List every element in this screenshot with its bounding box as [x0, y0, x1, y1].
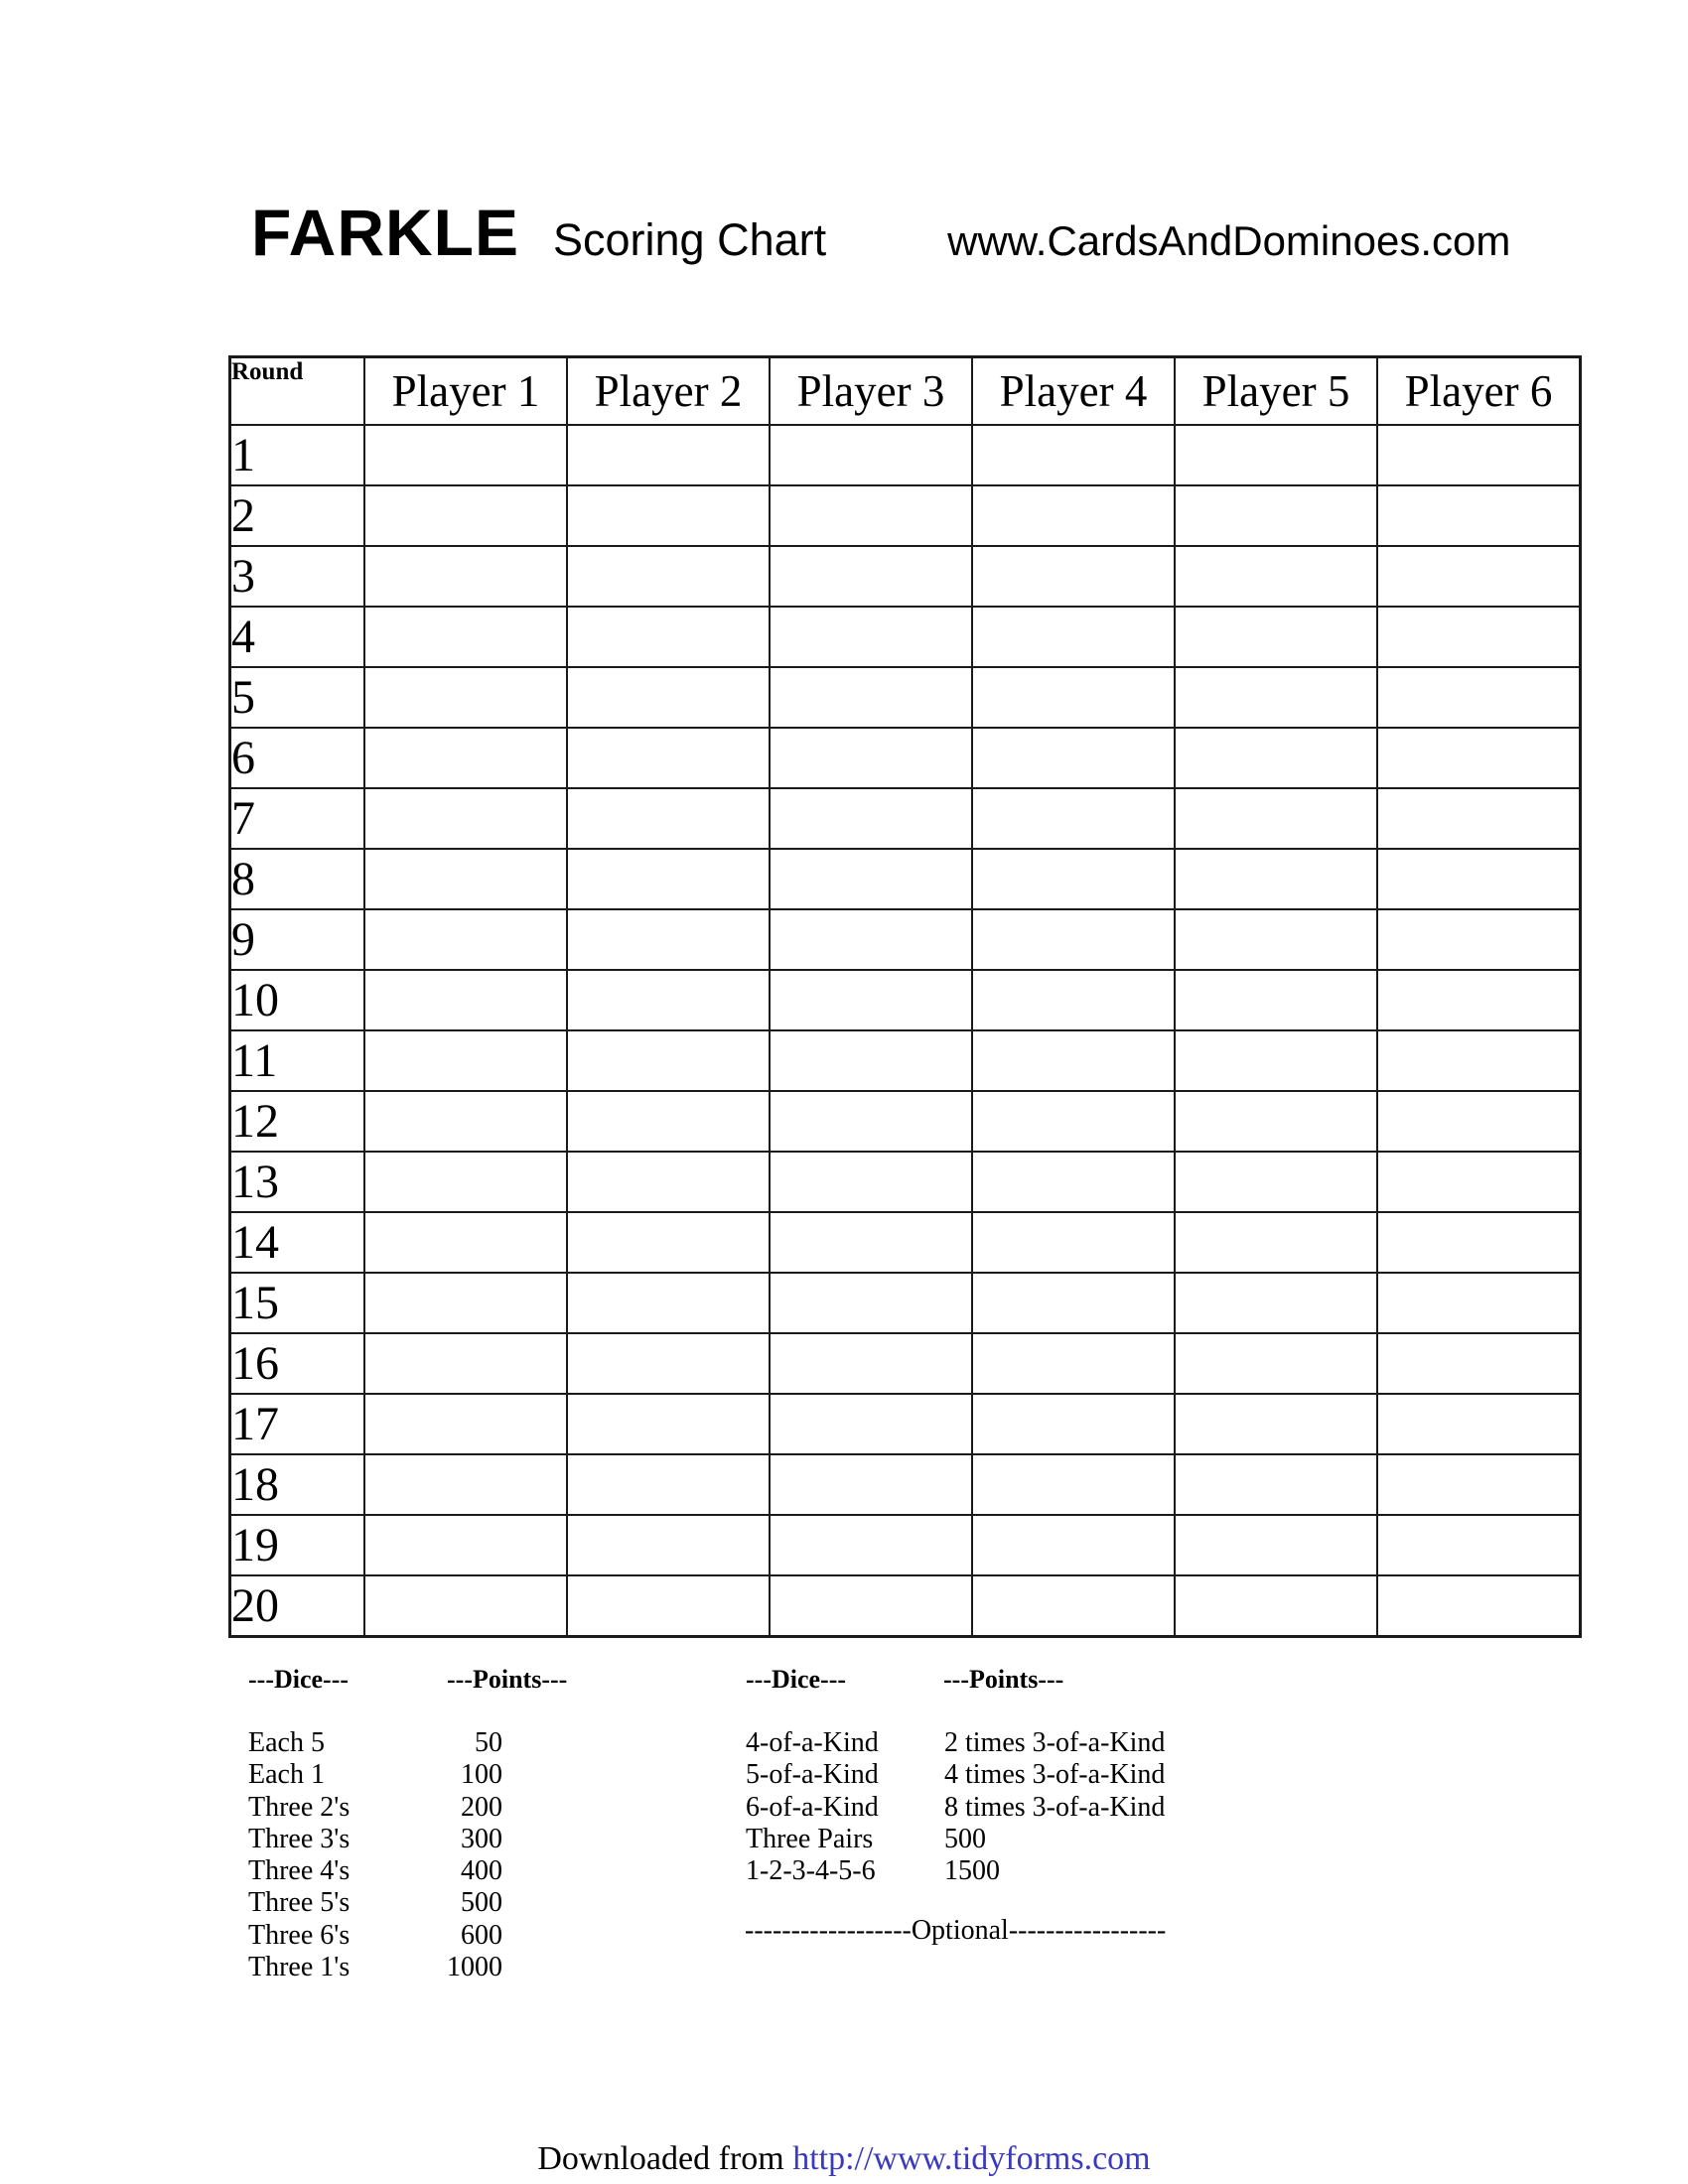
page-header: [251, 195, 1510, 270]
score-cell: [1175, 1030, 1377, 1091]
score-cell: [972, 607, 1175, 667]
table-row: [230, 1575, 1581, 1637]
round-number: 8: [230, 849, 365, 909]
score-cell: [770, 1273, 972, 1333]
legend-dice-label: Each 1: [248, 1759, 325, 1791]
table-row: [230, 849, 1581, 909]
table-row: [230, 1333, 1581, 1394]
score-cell: [364, 1454, 567, 1515]
table-row: [230, 1394, 1581, 1454]
score-cell: [364, 425, 567, 485]
score-cell: [567, 1515, 770, 1575]
legend-dice-label: Three Pairs: [746, 1823, 874, 1854]
score-cell: [364, 485, 567, 546]
legend-points-value: 500: [944, 1823, 986, 1854]
score-cell: [567, 1454, 770, 1515]
score-cell: [972, 1152, 1175, 1212]
score-cell: [972, 1394, 1175, 1454]
round-number: 19: [230, 1515, 365, 1575]
score-cell: [1377, 1333, 1581, 1394]
round-number: 16: [230, 1333, 365, 1394]
score-cell: [972, 849, 1175, 909]
table-row: [230, 728, 1581, 788]
legend-dice-label: Three 2's: [248, 1791, 351, 1823]
optional-divider: ------------------Optional-----------------: [745, 1915, 1167, 1946]
score-cell: [1175, 1394, 1377, 1454]
legend-points-value: 4 times 3-of-a-Kind: [944, 1759, 1166, 1791]
score-cell: [567, 788, 770, 849]
score-cell: [364, 1091, 567, 1152]
table-row: [230, 485, 1581, 546]
round-number: 9: [230, 909, 365, 970]
tidyforms-link[interactable]: http://www.tidyforms.com: [792, 2140, 1151, 2177]
score-cell: [770, 909, 972, 970]
round-number: 5: [230, 667, 365, 728]
score-cell: [364, 728, 567, 788]
score-cell: [364, 1394, 567, 1454]
round-column-header: Round: [230, 357, 365, 426]
website-text: www.CardsAndDominoes.com: [947, 217, 1511, 264]
score-cell: [770, 1515, 972, 1575]
table-row: [230, 607, 1581, 667]
score-cell: [770, 788, 972, 849]
score-cell: [567, 607, 770, 667]
score-cell: [770, 1454, 972, 1515]
table-row: [230, 970, 1581, 1030]
legend-dice-label: 6-of-a-Kind: [746, 1791, 879, 1823]
score-cell: [567, 1030, 770, 1091]
score-cell: [770, 607, 972, 667]
round-number: 4: [230, 607, 365, 667]
round-number: 15: [230, 1273, 365, 1333]
score-cell: [770, 849, 972, 909]
score-cell: [1175, 1212, 1377, 1273]
round-number: 20: [230, 1575, 365, 1637]
score-cell: [364, 909, 567, 970]
table-row: [230, 1273, 1581, 1333]
score-cell: [567, 1273, 770, 1333]
score-cell: [972, 909, 1175, 970]
score-cell: [1175, 909, 1377, 970]
table-row: [230, 425, 1581, 485]
score-cell: [567, 849, 770, 909]
legend-points-value: 1000: [447, 1952, 502, 1983]
legend-dice-label: 1-2-3-4-5-6: [746, 1855, 876, 1887]
score-cell: [770, 1030, 972, 1091]
score-cell: [567, 1333, 770, 1394]
score-cell: [770, 1212, 972, 1273]
table-row: [230, 667, 1581, 728]
score-cell: [972, 1575, 1175, 1637]
score-cell: [1175, 667, 1377, 728]
score-cell: [972, 1212, 1175, 1273]
score-cell: [1377, 1030, 1581, 1091]
legend-points-value: 50: [475, 1727, 502, 1758]
score-cell: [770, 970, 972, 1030]
score-cell: [770, 1333, 972, 1394]
score-cell: [1175, 485, 1377, 546]
round-number: 14: [230, 1212, 365, 1273]
score-cell: [364, 788, 567, 849]
legend-dice-label: Three 6's: [248, 1919, 351, 1951]
score-cell: [1175, 728, 1377, 788]
score-cell: [567, 1152, 770, 1212]
round-number: 10: [230, 970, 365, 1030]
table-row: [230, 1091, 1581, 1152]
table-row: [230, 1152, 1581, 1212]
score-cell: [770, 1575, 972, 1637]
legend-dice-label: Three 3's: [248, 1823, 351, 1854]
legend-points-value: 200: [461, 1791, 502, 1823]
legend-points-value: 1500: [944, 1855, 1000, 1887]
player-1-header: Player 1: [364, 357, 567, 426]
score-cell: [364, 1152, 567, 1212]
table-row: [230, 546, 1581, 607]
score-cell: [1175, 1091, 1377, 1152]
legend-points-value: 300: [461, 1823, 502, 1854]
score-cell: [1175, 970, 1377, 1030]
score-cell: [567, 728, 770, 788]
legend-right-dice-header: ---Dice---: [746, 1665, 847, 1694]
score-cell: [1175, 546, 1377, 607]
score-cell: [972, 1030, 1175, 1091]
score-cell: [770, 546, 972, 607]
score-cell: [1175, 788, 1377, 849]
score-cell: [1377, 1515, 1581, 1575]
score-cell: [1377, 788, 1581, 849]
legend-left-points-column: [397, 1727, 502, 1983]
table-header-row: [230, 357, 1581, 426]
score-cell: [1175, 1273, 1377, 1333]
score-cell: [567, 1394, 770, 1454]
player-5-header: Player 5: [1175, 357, 1377, 426]
score-cell: [1175, 1575, 1377, 1637]
table-row: [230, 788, 1581, 849]
score-cell: [1377, 1394, 1581, 1454]
score-cell: [972, 1454, 1175, 1515]
page-subtitle: Scoring Chart: [553, 214, 827, 265]
score-cell: [1175, 607, 1377, 667]
legend-dice-label: Three 5's: [248, 1887, 351, 1919]
round-number: 3: [230, 546, 365, 607]
score-cell: [364, 849, 567, 909]
score-cell: [567, 909, 770, 970]
round-number: 13: [230, 1152, 365, 1212]
score-cell: [1377, 1575, 1581, 1637]
score-cell: [1377, 667, 1581, 728]
score-cell: [1377, 485, 1581, 546]
page-title: FARKLE: [251, 196, 519, 269]
score-cell: [972, 728, 1175, 788]
score-cell: [364, 1515, 567, 1575]
score-table: [228, 355, 1582, 1638]
legend-dice-label: 5-of-a-Kind: [746, 1759, 879, 1791]
legend-right-dice-column: [746, 1727, 879, 1887]
score-cell: [567, 1575, 770, 1637]
player-3-header: Player 3: [770, 357, 972, 426]
player-2-header: Player 2: [567, 357, 770, 426]
score-cell: [1377, 607, 1581, 667]
score-cell: [972, 546, 1175, 607]
table-row: [230, 1212, 1581, 1273]
player-4-header: Player 4: [972, 357, 1175, 426]
round-number: 6: [230, 728, 365, 788]
legend-points-value: 500: [461, 1887, 502, 1919]
score-cell: [567, 970, 770, 1030]
score-cell: [770, 667, 972, 728]
score-cell: [972, 1515, 1175, 1575]
score-cell: [364, 667, 567, 728]
score-cell: [567, 1091, 770, 1152]
legend-right-points-header: ---Points---: [943, 1665, 1064, 1694]
score-cell: [972, 1333, 1175, 1394]
score-cell: [972, 1273, 1175, 1333]
legend-points-value: 2 times 3-of-a-Kind: [944, 1727, 1166, 1758]
legend-points-value: 600: [461, 1919, 502, 1951]
score-cell: [364, 1030, 567, 1091]
legend-left-dice-column: [248, 1727, 350, 1983]
round-number: 1: [230, 425, 365, 485]
score-cell: [1377, 425, 1581, 485]
score-cell: [364, 607, 567, 667]
round-number: 7: [230, 788, 365, 849]
score-cell: [1175, 1515, 1377, 1575]
score-cell: [770, 485, 972, 546]
score-cell: [770, 425, 972, 485]
legend-dice-label: Three 4's: [248, 1855, 351, 1887]
score-cell: [972, 425, 1175, 485]
score-cell: [364, 546, 567, 607]
table-row: [230, 1454, 1581, 1515]
score-cell: [1377, 1152, 1581, 1212]
score-cell: [1377, 1091, 1581, 1152]
score-cell: [1377, 546, 1581, 607]
legend-points-value: 8 times 3-of-a-Kind: [944, 1791, 1166, 1823]
page-footer: [0, 2140, 1688, 2178]
legend-left-dice-header: ---Dice---: [248, 1665, 350, 1694]
score-cell: [770, 1152, 972, 1212]
score-cell: [567, 425, 770, 485]
legend-right-points-column: [944, 1727, 1165, 1887]
legend-points-value: 100: [461, 1759, 502, 1791]
legend-dice-label: Each 5: [248, 1727, 325, 1758]
score-cell: [1377, 970, 1581, 1030]
score-cell: [364, 1333, 567, 1394]
table-row: [230, 1515, 1581, 1575]
legend-dice-label: 4-of-a-Kind: [746, 1727, 879, 1758]
player-6-header: Player 6: [1377, 357, 1581, 426]
score-cell: [364, 1212, 567, 1273]
legend-points-value: 400: [461, 1855, 502, 1887]
score-cell: [972, 667, 1175, 728]
score-cell: [567, 485, 770, 546]
score-cell: [364, 970, 567, 1030]
round-number: 12: [230, 1091, 365, 1152]
score-cell: [1377, 1212, 1581, 1273]
score-cell: [1175, 1333, 1377, 1394]
score-cell: [1175, 1152, 1377, 1212]
score-cell: [1377, 1454, 1581, 1515]
score-cell: [1377, 909, 1581, 970]
score-cell: [567, 546, 770, 607]
footer-text: Downloaded from: [537, 2140, 793, 2177]
score-cell: [364, 1273, 567, 1333]
score-cell: [1377, 849, 1581, 909]
score-cell: [770, 1091, 972, 1152]
round-number: 2: [230, 485, 365, 546]
score-cell: [770, 1394, 972, 1454]
score-cell: [770, 728, 972, 788]
round-number: 18: [230, 1454, 365, 1515]
score-cell: [1377, 728, 1581, 788]
score-cell: [972, 788, 1175, 849]
legend-dice-label: Three 1's: [248, 1952, 351, 1983]
score-cell: [567, 1212, 770, 1273]
score-cell: [364, 1575, 567, 1637]
score-cell: [567, 667, 770, 728]
round-number: 17: [230, 1394, 365, 1454]
score-cell: [972, 485, 1175, 546]
score-cell: [1377, 1273, 1581, 1333]
score-cell: [1175, 1454, 1377, 1515]
round-number: 11: [230, 1030, 365, 1091]
score-cell: [972, 970, 1175, 1030]
score-cell: [1175, 849, 1377, 909]
legend-left-points-header: ---Points---: [447, 1665, 568, 1694]
table-row: [230, 909, 1581, 970]
table-row: [230, 1030, 1581, 1091]
score-cell: [972, 1091, 1175, 1152]
score-cell: [1175, 425, 1377, 485]
